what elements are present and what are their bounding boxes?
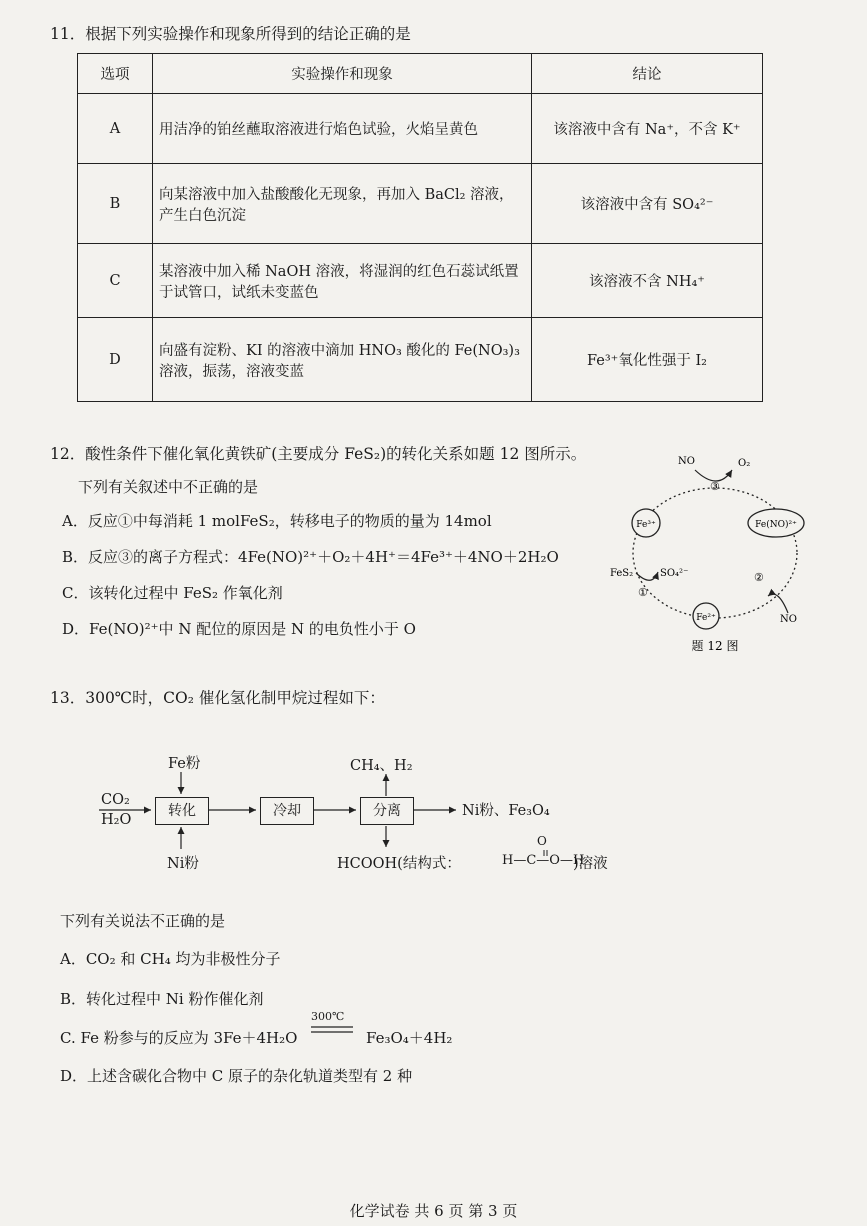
row-conclusion: 该溶液不含 NH₄⁺: [532, 244, 763, 318]
label-r2: ②: [754, 571, 764, 584]
row-operation: 向盛有淀粉、KI 的溶液中滴加 HNO₃ 酸化的 Fe(NO₃)₃ 溶液，振荡，溶液变蓝: [153, 318, 532, 402]
page-footer: 化学试卷 共 6 页 第 3 页: [349, 1202, 518, 1220]
row-option: C: [78, 244, 153, 318]
label-so4: SO₄²⁻: [660, 568, 689, 579]
flow-ni-powder: Ni粉: [167, 856, 199, 872]
q12-option-d: D．Fe(NO)²⁺中 N 配位的原因是 N 的电负性小于 O: [62, 620, 416, 638]
row-conclusion: 该溶液中含有 Na⁺，不含 K⁺: [532, 94, 763, 164]
q12-option-a: A．反应①中每消耗 1 molFeS₂，转移电子的物质的量为 14mol: [62, 512, 492, 530]
row-conclusion: Fe³⁺氧化性强于 I₂: [532, 318, 763, 402]
label-o2: O₂: [738, 458, 751, 469]
table-row: [78, 94, 763, 164]
table-header-option: 选项: [78, 54, 153, 94]
row-option: D: [78, 318, 153, 402]
flow-fe-powder: Fe粉: [168, 756, 201, 772]
q12-prompt: 下列有关叙述中不正确的是: [78, 478, 259, 496]
label-no-top: NO: [678, 456, 695, 467]
table-header-operation: 实验操作和现象: [153, 54, 532, 94]
flow-box-cool: 冷却: [260, 797, 314, 825]
row-conclusion: 该溶液中含有 SO₄²⁻: [532, 164, 763, 244]
q11-table: [77, 53, 763, 402]
flow-down-end: )溶液: [573, 856, 608, 872]
flow-box-convert: 转化: [155, 797, 209, 825]
node-fe2-label: Fe²⁺: [696, 613, 716, 623]
q13-c-condition: 300℃: [311, 1010, 345, 1023]
flow-input-co2: CO₂: [101, 792, 130, 808]
q13-option-b: B．转化过程中 Ni 粉作催化剂: [60, 990, 264, 1008]
flow-formula-o: O: [537, 834, 547, 848]
row-operation: 某溶液中加入稀 NaOH 溶液，将湿润的红色石蕊试纸置于试管口，试纸未变蓝色: [153, 244, 532, 318]
flow-down-product: HCOOH(结构式：: [337, 856, 461, 872]
q12-title: 12．酸性条件下催化氧化黄铁矿(主要成分 FeS₂)的转化关系如题 12 图所示。: [50, 445, 587, 463]
flow-box-separate: 分离: [360, 797, 414, 825]
q12-option-b: B．反应③的离子方程式：4Fe(NO)²⁺＋O₂＋4H⁺＝4Fe³⁺＋4NO＋2H₂O: [62, 548, 559, 566]
row-operation: 用洁净的铂丝蘸取溶液进行焰色试验，火焰呈黄色: [153, 94, 532, 164]
label-r1: ①: [638, 586, 648, 599]
table-row: [78, 318, 763, 402]
table-row: [78, 244, 763, 318]
q13-title: 13．300℃时，CO₂ 催化氢化制甲烷过程如下：: [50, 689, 385, 707]
flow-right-products: Ni粉、Fe₃O₄: [462, 803, 550, 819]
label-r3: ③: [710, 480, 720, 493]
table-header-conclusion: 结论: [532, 54, 763, 94]
flow-up-products: CH₄、H₂: [350, 758, 413, 774]
q12-option-c: C．该转化过程中 FeS₂ 作氧化剂: [62, 584, 283, 602]
q13-flow-diagram: [95, 752, 635, 877]
node-feno-label: Fe(NO)²⁺: [755, 520, 797, 530]
q13-option-d: D．上述含碳化合物中 C 原子的杂化轨道类型有 2 种: [60, 1067, 413, 1085]
flow-input-h2o: H₂O: [101, 812, 132, 828]
q13-option-a: A．CO₂ 和 CH₄ 均为非极性分子: [60, 950, 281, 968]
node-fe3-label: Fe³⁺: [636, 520, 656, 530]
q11-title: 11．根据下列实验操作和现象所得到的结论正确的是: [50, 25, 411, 43]
row-option: A: [78, 94, 153, 164]
row-operation: 向某溶液中加入盐酸酸化无现象，再加入 BaCl₂ 溶液，产生白色沉淀: [153, 164, 532, 244]
flow-structural-formula: H—C—O—H: [502, 853, 585, 868]
label-fes2: FeS₂: [610, 568, 634, 579]
figure-caption: 题 12 图: [691, 639, 739, 653]
label-no-right: NO: [780, 614, 797, 625]
row-option: B: [78, 164, 153, 244]
q13-option-c: C. Fe 粉参与的反应为 3Fe＋4H₂O: [60, 1029, 298, 1047]
q13-c-product: Fe₃O₄＋4H₂: [366, 1029, 453, 1047]
flow-arrows: [95, 752, 635, 877]
table-row: [78, 164, 763, 244]
q13-c-equal-sign: [311, 1025, 355, 1035]
q13-prompt: 下列有关说法不正确的是: [60, 912, 226, 930]
q12-cycle-diagram: [600, 448, 820, 658]
